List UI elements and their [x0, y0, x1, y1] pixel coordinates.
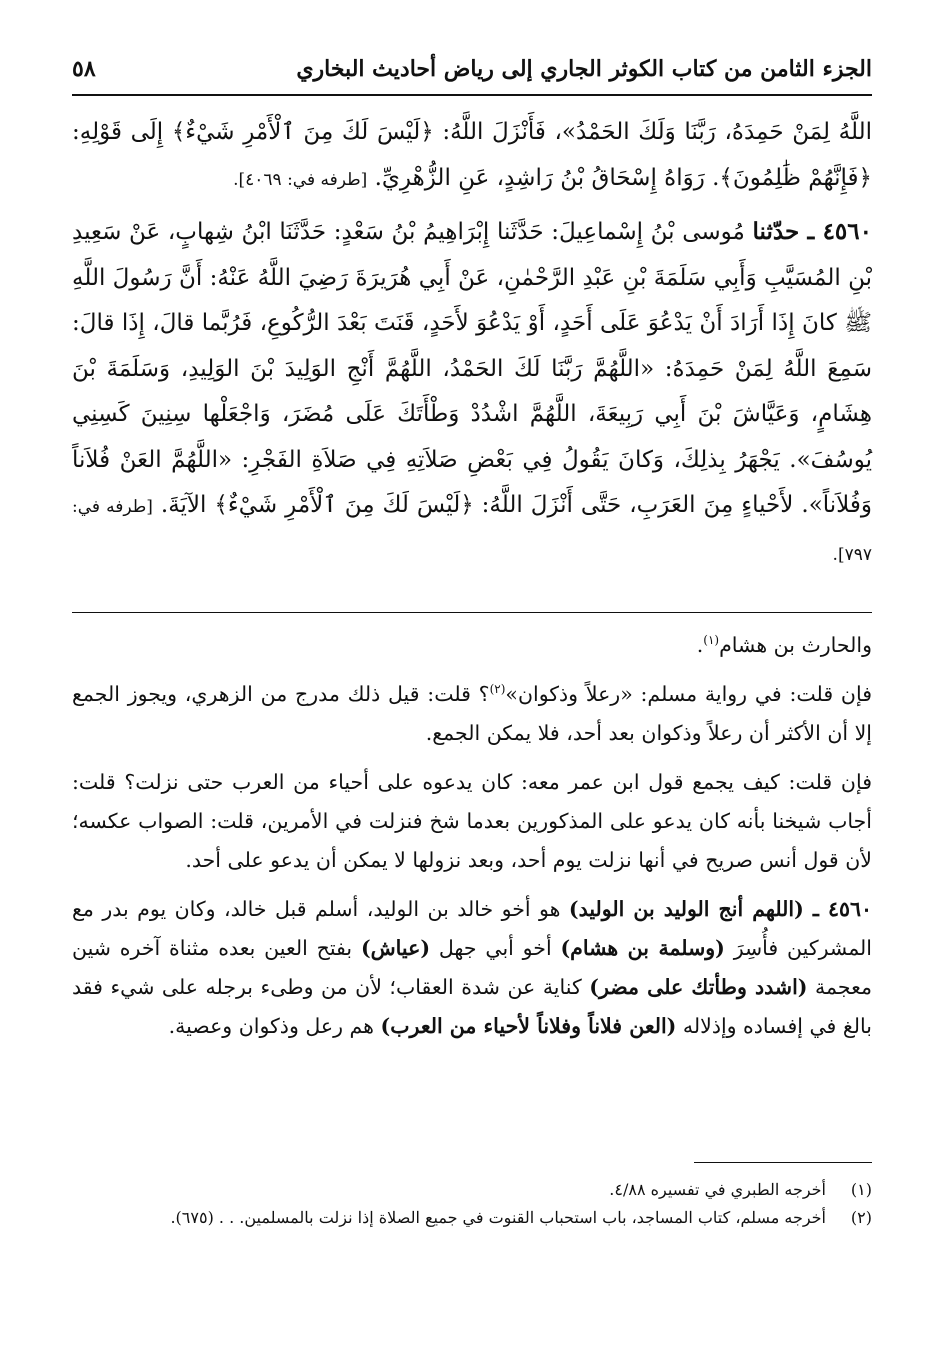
cross-reference: [طرفه في: ٤٠٦٩].: [233, 169, 368, 190]
footnote-number: (٢): [850, 1208, 872, 1227]
footnote: [72, 1176, 872, 1204]
header-rule: [72, 94, 872, 96]
footnote-text: أخرجه الطبري في تفسيره ٤/٨٨.: [609, 1180, 826, 1199]
header-title: الجزء الثامن من كتاب الكوثر الجاري إلى رياض أحاديث البخاري: [296, 56, 872, 82]
hadith-text: [72, 110, 872, 578]
hadith-continuation: اللَّهُ لِمَنْ حَمِدَهُ، رَبَّنَا وَلَكَ الحَمْدُ»، فَأَنْزَلَ اللَّهُ: ﴿لَيْسَ لَكَ مِنَ ٱلْأَمْرِ شَيْءٌ﴾ إِلَى قَوْلِهِ: ﴿فَإِنَّهُمْ ظَٰلِمُونَ﴾. رَوَاهُ إِسْحَاقُ بْنُ رَاشِدٍ، عَنِ الزُّهْرِيِّ. [طرفه في: ٤٠٦٩].: [72, 119, 872, 191]
commentary-paragraph: ٤٥٦٠ ـ (اللهم أنج الوليد بن الوليد) هو أخو خالد بن الوليد، أسلم قبل خالد، وكان يوم بدر مع المشركين فأُسِرَ (وسلمة بن هشام) أخو أبي جهل (عياش) بفتح العين بعده مثناة آخره شين معجمة (اشدد وطأتك على مضر) كناية عن شدة العقاب؛ لأن من وطىء برجله على شيء فقد بالغ في إفساده وإذلاله (العن فلاناً وفلاناً لأحياء من العرب) هم رعل وذكوان وعصية.: [72, 897, 873, 1038]
hadith-number: ٤٥٦٠ ـ حدّثنا: [752, 218, 872, 245]
hadith-4560: ٤٥٦٠ ـ حدّثنا مُوسى بْنُ إِسْماعِيلَ: حَدَّثَنا إِبْرَاهِيمُ بْنُ سَعْدٍ: حَدَّثَنَا ابْنُ شِهابٍ، عَنْ سَعِيدِ بْنِ المُسَيَّبِ وَأَبِي سَلَمَةَ بْنِ عَبْدِ الرَّحْمٰنِ، عَنْ أَبِي هُرَيرَةَ رَضِيَ اللَّهُ عَنْهُ: أَنَّ رَسُولَ اللَّهِ ﷺ كانَ إِذَا أَرَادَ أَنْ يَدْعُوَ عَلَى أَحَدٍ، أَوْ يَدْعُوَ لأَحَدٍ، قَنَتَ بَعْدَ الرُّكُوعِ، فَرُبَّما قالَ، إِذَا قالَ: سَمِعَ اللَّهُ لِمَنْ حَمِدَهُ: «اللَّهُمَّ رَبَّنَا لَكَ الحَمْدُ، اللَّهُمَّ أَنْجِ الوَلِيدَ بْنَ الوَلِيدِ، وَسَلَمَةَ بْنَ هِشَامٍ، وَعَيَّاشَ بْنَ أَبِي رَبِيعَةَ، اللَّهُمَّ اشْدُدْ وَطْأَتَكَ عَلَى مُضَرَ، وَاجْعَلْها سِنِينَ كَسِنِي يُوسُفَ». يَجْهَرُ بِذلِكَ، وَكانَ يَقُولُ فِي بَعْضِ صَلاَتِهِ فِي صَلاَةِ الفَجْرِ: «اللَّهُمَّ العَنْ فُلاَناً وَفُلاَناً». لأَحْياءٍ مِنَ العَرَبِ، حَتَّى أَنْزَلَ اللَّهُ: ﴿لَيْسَ لَكَ مِنَ ٱلْأَمْرِ شَيْءٌ﴾ الآيَةَ. [طرفه في: ٧٩٧].: [72, 218, 872, 565]
footnote-number: (١): [850, 1180, 872, 1199]
commentary-paragraph: فإن قلت: في رواية مسلم: «رعلاً وذكوان»$^{(٢)}$؟ قلت: قيل ذلك مدرج من الزهري، ويجوز الجمع إلا أن الأكثر أن رعلاً وذكوان بعد أحد، فلا يمكن الجمع.: [72, 682, 872, 745]
footnote-rule: [694, 1162, 872, 1163]
cross-reference: [طرفه في: ٧٩٧].: [72, 497, 872, 565]
section-rule: [72, 612, 872, 613]
page-number: ٥٨: [72, 56, 96, 82]
commentary-paragraph: فإن قلت: كيف يجمع قول ابن عمر معه: كان يدعوه على أحياء من العرب حتى نزلت؟ قلت: أجاب شيخنا بأنه كان يدعو على المذكورين بعدما شخ فنزلت في الأمرين، قلت: الصواب عكسه؛ لأن قول أنس صريح في أنها نزلت يوم أحد، وبعد نزولها لا يمكن أن يدعو على أحد.: [72, 770, 872, 872]
footnotes: [72, 1176, 872, 1232]
running-header: [72, 44, 872, 94]
commentary-paragraph: والحارث بن هشام$^{(١)}$.: [696, 633, 872, 657]
footnote-marker: (٢): [489, 682, 506, 697]
footnote: [72, 1204, 872, 1232]
footnote-text: أخرجه مسلم، كتاب المساجد، باب استحباب القنوت في جميع الصلاة إذا نزلت بالمسلمين. . . (٦٧٥).: [170, 1208, 826, 1227]
commentary: [72, 626, 872, 1046]
footnote-marker: (١): [703, 633, 720, 648]
